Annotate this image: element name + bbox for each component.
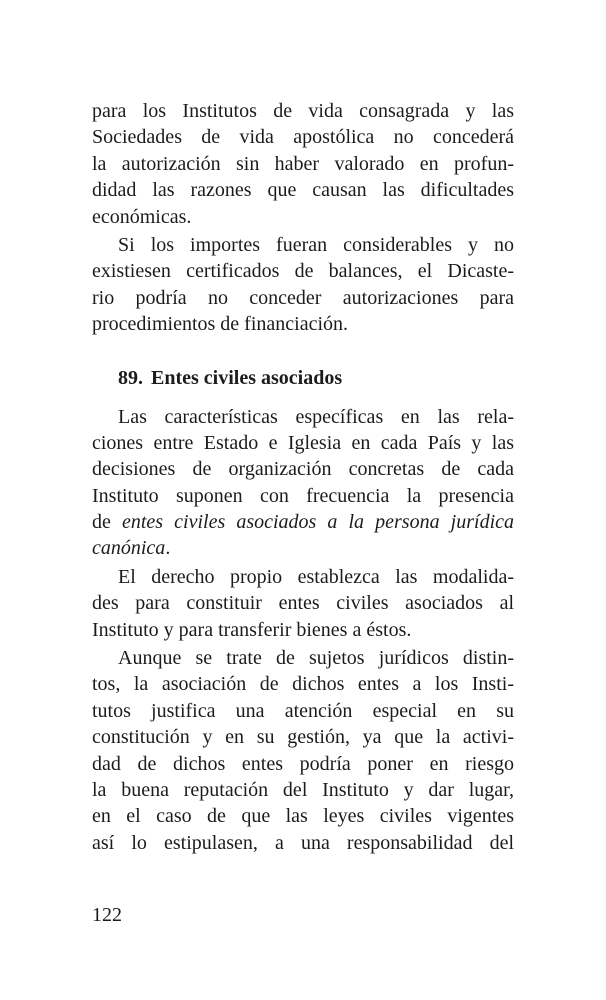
- text-line: constitución y en su gestión, ya que la activi-: [92, 726, 514, 749]
- paragraph-own-law: [92, 564, 514, 643]
- section-title: Entes civiles asociados: [151, 366, 343, 389]
- text-line: Aunque se trate de sujetos jurídicos distin-: [118, 647, 514, 670]
- paragraph-balances: [92, 232, 514, 338]
- text-line: procedimientos de financiación.: [92, 313, 349, 336]
- page-body: [92, 98, 514, 856]
- text-fragment: de: [92, 511, 111, 534]
- paragraph-distinct-subjects: [92, 645, 514, 856]
- text-line: así lo estipulasen, a una responsabilidad del: [92, 831, 514, 854]
- text-line: económicas.: [92, 205, 192, 228]
- section-heading: [92, 364, 514, 392]
- text-line: en el caso de que las leyes civiles vigentes: [92, 805, 514, 828]
- text-line: tutos justifica una atención especial en su: [92, 699, 514, 722]
- text-line-italic-end: [92, 535, 514, 561]
- text-fragment: .: [165, 537, 171, 560]
- paragraph-characteristics: [92, 404, 514, 562]
- text-line-italic-mixed: [92, 509, 514, 535]
- text-line: Instituto suponen con frecuencia la presencia: [92, 484, 514, 507]
- text-line: la autorización sin haber valorado en profun-: [92, 152, 514, 175]
- section-number: 89.: [118, 366, 143, 389]
- text-line: rio podría no conceder autorizaciones para: [92, 286, 514, 309]
- text-line: des para constituir entes civiles asociados al: [92, 592, 514, 615]
- text-line: Instituto y para transferir bienes a éstos.: [92, 618, 412, 641]
- text-line: didad las razones que causan las dificultades: [92, 179, 514, 202]
- text-line: ciones entre Estado e Iglesia en cada País y las: [92, 431, 514, 454]
- text-line: tos, la asociación de dichos entes a los Insti-: [92, 673, 514, 696]
- italic-term: canónica: [92, 537, 166, 560]
- page-number: 122: [92, 904, 122, 926]
- text-line: dad de dichos entes podría poner en riesgo: [92, 752, 514, 775]
- text-line: Sociedades de vida apostólica no concederá: [92, 126, 514, 149]
- text-line: Si los importes fueran considerables y no: [118, 233, 514, 256]
- text-line: decisiones de organización concretas de cada: [92, 458, 514, 481]
- text-line: Las características específicas en las rela-: [118, 405, 514, 428]
- paragraph-continuation: [92, 98, 514, 230]
- italic-term: entes civiles asociados a la persona jurídica: [121, 511, 515, 534]
- text-line: existiesen certificados de balances, el Dicaste-: [92, 260, 514, 283]
- text-line: para los Institutos de vida consagrada y las: [92, 100, 514, 122]
- text-line: la buena reputación del Instituto y dar lugar,: [92, 778, 514, 801]
- text-line: El derecho propio establezca las modalida-: [118, 565, 514, 588]
